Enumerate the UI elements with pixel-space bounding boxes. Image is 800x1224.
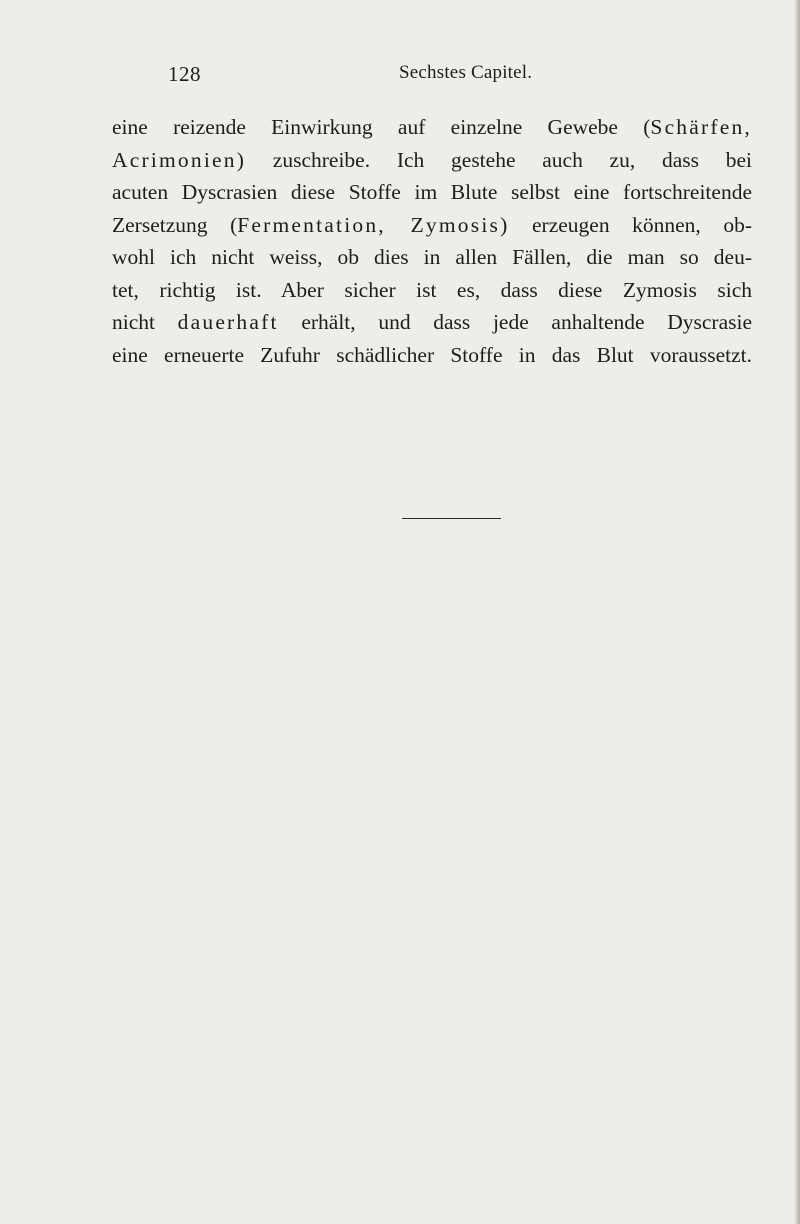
text-line: tet, richtig ist. Aber sicher ist es, dass diese Zymosis sich: [112, 277, 752, 302]
text-line: acuten Dyscrasien diese Stoffe im Blute selbst eine fortschreitende: [112, 180, 752, 204]
text-line: Acrimonien) zuschreibe. Ich gestehe auch zu, dass bei: [112, 147, 752, 172]
text-line: eine reizende Einwirkung auf einzelne Gewebe (Schärfen,: [112, 115, 752, 139]
emphasized-term: dauerhaft: [177, 310, 279, 334]
page-edge-shadow: [794, 0, 800, 1224]
text-line: nicht dauerhaft erhält, und dass jede anhaltende Dyscrasie: [112, 310, 752, 334]
page-header: [168, 62, 748, 90]
emphasized-term: Fermentation, Zymosis): [237, 212, 510, 237]
page-number: 128: [168, 62, 201, 86]
text-line: wohl ich nicht weiss, ob dies in allen Fällen, die man so deu-: [112, 245, 752, 269]
section-divider-rule: [402, 518, 501, 519]
text-line: eine erneuerte Zufuhr schädlicher Stoffe in das Blut voraussetzt.: [112, 342, 752, 367]
body-paragraph: [112, 111, 752, 371]
emphasized-term: Schärfen,: [650, 115, 752, 139]
running-title: Sechstes Capitel.: [399, 62, 533, 83]
emphasized-term: Acrimonien): [112, 147, 247, 172]
text-line: Zersetzung (Fermentation, Zymosis) erzeugen können, ob-: [112, 212, 753, 237]
